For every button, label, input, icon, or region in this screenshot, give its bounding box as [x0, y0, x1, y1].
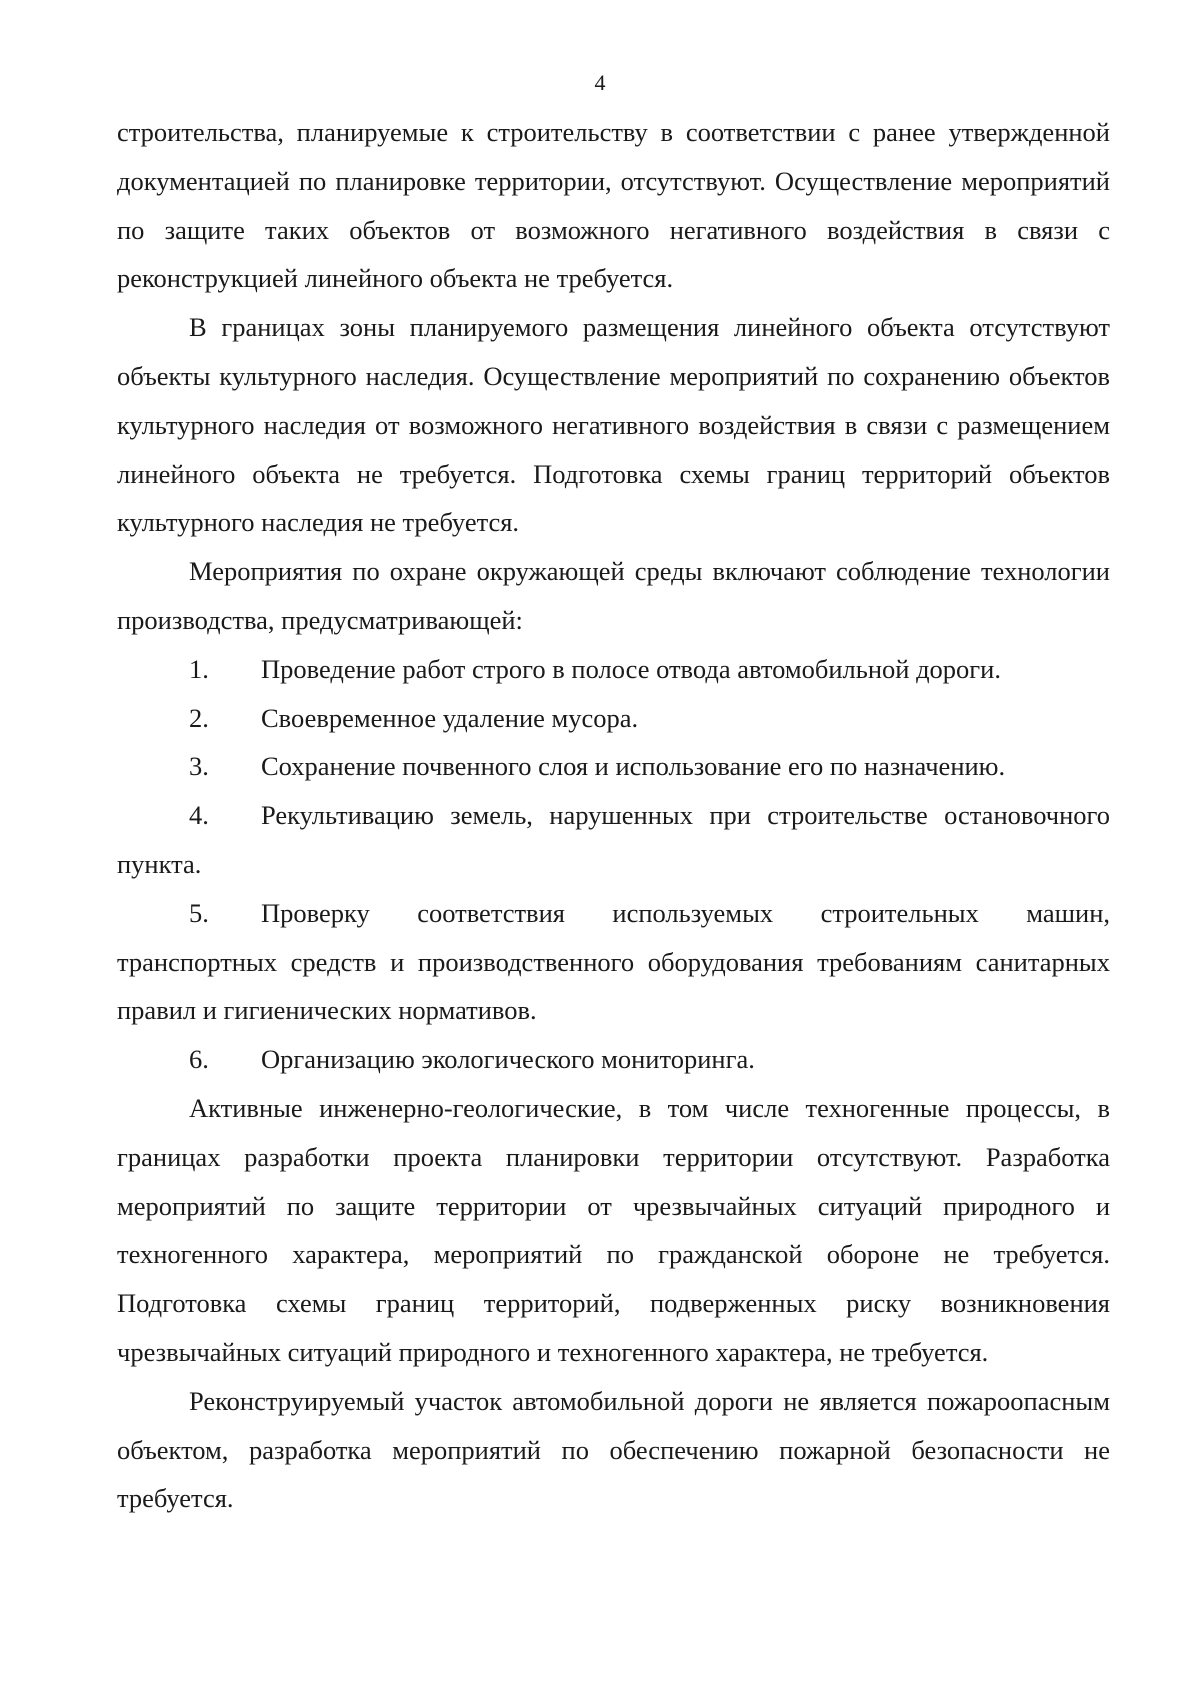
list-item-text: Своевременное удаление мусора.	[261, 702, 639, 733]
list-item-number: 5.	[189, 897, 209, 928]
list-item-text: Рекультивацию земель, нарушенных при строительстве остановочного пункта.	[117, 800, 1110, 879]
paragraph-geological-processes: Активные инженерно-геологические, в том числе техногенные процессы, в границах разработки проекта планировки территории отсутствуют. Разработка мероприятий по защите территории от чрезвычайных ситуаций природного и техногенного характера, мероприятий по гражданской обороне не требуется. Подготовка схемы границ территорий, подверженных риску возникновения чрезвычайных ситуаций природного и техногенного характера, не требуется.	[117, 1092, 1110, 1367]
list-item-number: 1.	[189, 653, 209, 684]
list-item-number: 2.	[189, 702, 209, 733]
list-item	[117, 791, 1110, 889]
list-item-number: 4.	[189, 800, 209, 831]
list-item	[117, 889, 1110, 1035]
list-item	[117, 742, 1110, 791]
measures-list	[117, 645, 1110, 1084]
list-item-text: Проведение работ строго в полосе отвода автомобильной дороги.	[261, 653, 1001, 684]
paragraph-environment-measures: Мероприятия по охране окружающей среды включают соблюдение технологии производства, предусматривающей:	[117, 556, 1110, 635]
list-item	[117, 1035, 1110, 1084]
document-body	[117, 108, 1110, 1523]
list-item-text: Проверку соответствия используемых строительных машин, транспортных средств и производственного оборудования требованиям санитарных правил и гигиенических нормативов.	[117, 897, 1110, 1026]
list-item-text: Организацию экологического мониторинга.	[261, 1044, 755, 1075]
paragraph-cultural-heritage: В границах зоны планируемого размещения линейного объекта отсутствуют объекты культурного наследия. Осуществление мероприятий по сохранению объектов культурного наследия от возможного негативного воздействия в связи с размещением линейного объекта не требуется. Подготовка схемы границ территорий объектов культурного наследия не требуется.	[117, 312, 1110, 538]
paragraph-fire-safety: Реконструируемый участок автомобильной дороги не является пожароопасным объектом, разработка мероприятий по обеспечению пожарной безопасности не требуется.	[117, 1385, 1110, 1514]
list-item-text: Сохранение почвенного слоя и использование его по назначению.	[261, 751, 1006, 782]
list-item	[117, 694, 1110, 743]
page-number: 4	[594, 70, 606, 95]
list-item-number: 3.	[189, 751, 209, 782]
list-item-number: 6.	[189, 1044, 209, 1075]
list-item	[117, 645, 1110, 694]
paragraph-construction-objects: строительства, планируемые к строительству в соответствии с ранее утвержденной документацией по планировке территории, отсутствуют. Осуществление мероприятий по защите таких объектов от возможного негативного воздействия в связи с реконструкцией линейного объекта не требуется.	[117, 117, 1110, 294]
